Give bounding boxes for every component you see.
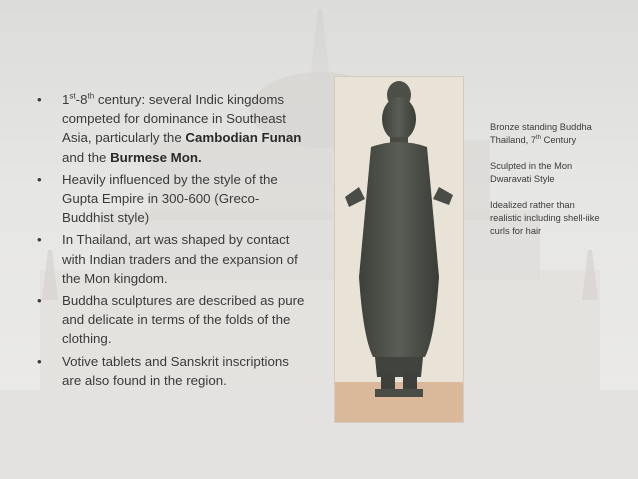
bronze-buddha-statue-image (335, 77, 463, 422)
caption-style: Sculpted in the Mon Dwaravati Style (490, 161, 573, 184)
bullet-list (38, 90, 310, 393)
bold-text: Cambodian Funan (185, 130, 302, 146)
bold-text: Burmese Mon. (110, 149, 202, 165)
bullet-item-2: • Heavily influenced by the style of the Gupta Empire in 300-600 (Greco-Buddhist style) (37, 171, 278, 226)
buddha-statue-photo (334, 76, 464, 423)
bullet-item-4: • Buddha sculptures are described as pure and delicate in terms of the folds of the clothing. (37, 293, 305, 347)
bullet-icon: • (37, 171, 42, 187)
photo-caption (490, 121, 608, 251)
bullet-item-1: • 1st-8th century: several Indic kingdoms competed for dominance in Southeast Asia, particularly the Cambodian Funan and the Burmese Mon. (37, 91, 302, 165)
caption-title: Bronze standing Buddha Thailand, 7th Century (490, 122, 592, 145)
bullet-item-3: • In Thailand, art was shaped by contact with Indian traders and the expansion of the Mon kingdom. (37, 232, 298, 286)
bullet-icon: • (37, 293, 42, 309)
bullet-item-5: • Votive tablets and Sanskrit inscriptions are also found in the region. (37, 353, 289, 388)
bullet-icon: • (37, 92, 42, 107)
bullet-icon: • (37, 353, 42, 369)
caption-description: Idealized rather than realistic including shell-iike curls for hair (490, 200, 600, 236)
bullet-icon: • (37, 232, 42, 248)
